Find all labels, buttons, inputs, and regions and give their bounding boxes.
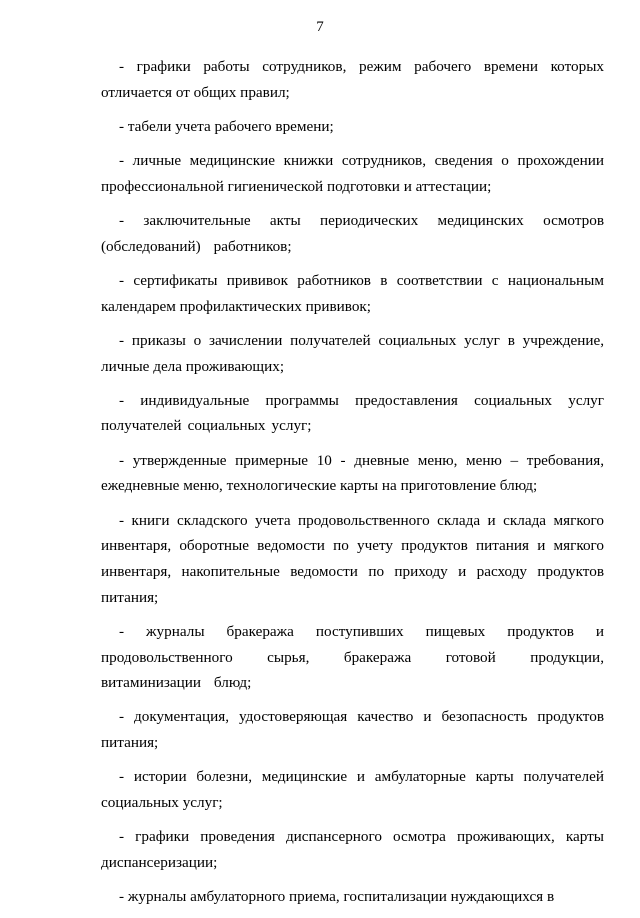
list-item: - журналы бракеража поступивших пищевых продуктов и продовольственного сырья, бракеража готовой продукции, витаминизации блюд; bbox=[101, 622, 604, 692]
document-body bbox=[101, 54, 604, 918]
list-item: - истории болезни, медицинские и амбулаторные карты получателей социальных услуг; bbox=[101, 768, 604, 812]
list-item: - книги складского учета продовольственного склада и склада мягкого инвентаря, оборотные ведомости по учету продуктов питания и мягкого инвентаря, накопительные ведомости по приходу и расходу продуктов питания; bbox=[101, 511, 604, 606]
list-item: - приказы о зачислении получателей социальных услуг в учреждение, личные дела проживающих; bbox=[101, 331, 604, 375]
page-number: 7 bbox=[316, 19, 324, 35]
list-item: - графики проведения диспансерного осмотра проживающих, карты диспансеризации; bbox=[101, 828, 604, 871]
list-item: - графики работы сотрудников, режим рабочего времени которых отличается от общих правил; bbox=[101, 58, 604, 101]
list-item: - личные медицинские книжки сотрудников, сведения о прохождении профессиональной гигиенической подготовки и аттестации; bbox=[101, 152, 604, 195]
list-item: - сертификаты прививок работников в соответствии с национальным календарем профилактических прививок; bbox=[101, 271, 604, 315]
list-item: - заключительные акты периодических медицинских осмотров (обследований) работников; bbox=[101, 212, 604, 255]
list-item: - индивидуальные программы предоставления социальных услуг получателей социальных услуг; bbox=[101, 391, 604, 435]
list-item: - документация, удостоверяющая качество и безопасность продуктов питания; bbox=[101, 708, 604, 752]
list-item: - утвержденные примерные 10 - дневные меню, меню – требования, ежедневные меню, технологические карты на приготовление блюд; bbox=[101, 451, 604, 495]
list-item: - журналы амбулаторного приема, госпитализации нуждающихся в bbox=[119, 888, 555, 906]
list-item: - табели учета рабочего времени; bbox=[119, 117, 334, 135]
